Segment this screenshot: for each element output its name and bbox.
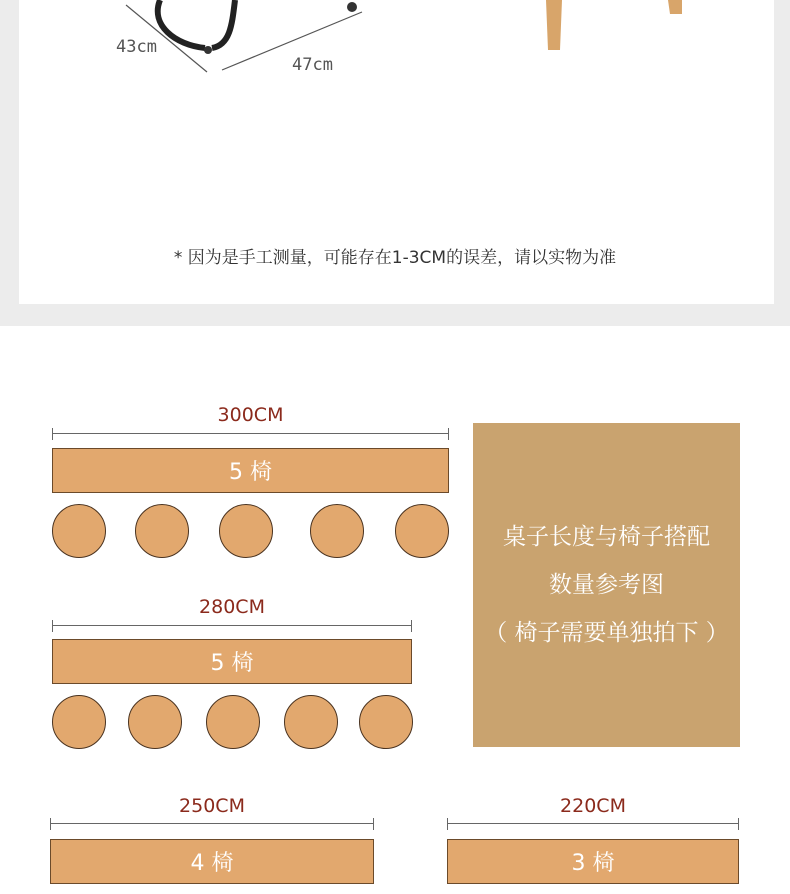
- measurement-note: * 因为是手工测量，可能存在1-3CM的误差，请以实物为准: [173, 248, 617, 268]
- info-subtitle-line: 数量参考图: [549, 572, 664, 598]
- width-dimension-label: 47cm: [292, 55, 333, 75]
- wood-leg: [546, 0, 562, 50]
- reference-info-box: [473, 423, 740, 747]
- wood-leg: [668, 0, 682, 14]
- chair-caster: [347, 2, 357, 12]
- chair-frame-leg: [212, 0, 235, 48]
- length-ruler: [52, 428, 449, 440]
- length-ruler: [52, 620, 412, 632]
- length-ruler: [447, 818, 739, 830]
- table-length-label: 220CM: [560, 795, 626, 817]
- chair-caster: [204, 46, 212, 54]
- chair-circle: [128, 695, 182, 749]
- table-bar: 5 椅: [52, 448, 449, 493]
- chair-circle: [310, 504, 364, 558]
- table-bar: 3 椅: [447, 839, 739, 884]
- info-title-line: 桌子长度与椅子搭配: [503, 524, 710, 550]
- chair-circle: [395, 504, 449, 558]
- chair-circle: [284, 695, 338, 749]
- info-note-line: （ 椅子需要单独拍下 ）: [484, 620, 729, 646]
- length-ruler: [50, 818, 374, 830]
- table-length-label: 250CM: [179, 795, 245, 817]
- table-length-label: 300CM: [217, 404, 284, 426]
- table-bar: 5 椅: [52, 639, 412, 684]
- table-length-label: 280CM: [199, 596, 265, 618]
- chair-frame-leg: [158, 0, 205, 48]
- chair-circle: [219, 504, 273, 558]
- chair-circle: [135, 504, 189, 558]
- chair-circle: [206, 695, 260, 749]
- table-bar: 4 椅: [50, 839, 374, 884]
- chair-circle: [52, 695, 106, 749]
- depth-dimension-label: 43cm: [116, 37, 157, 57]
- chair-circle: [359, 695, 413, 749]
- chair-circle: [52, 504, 106, 558]
